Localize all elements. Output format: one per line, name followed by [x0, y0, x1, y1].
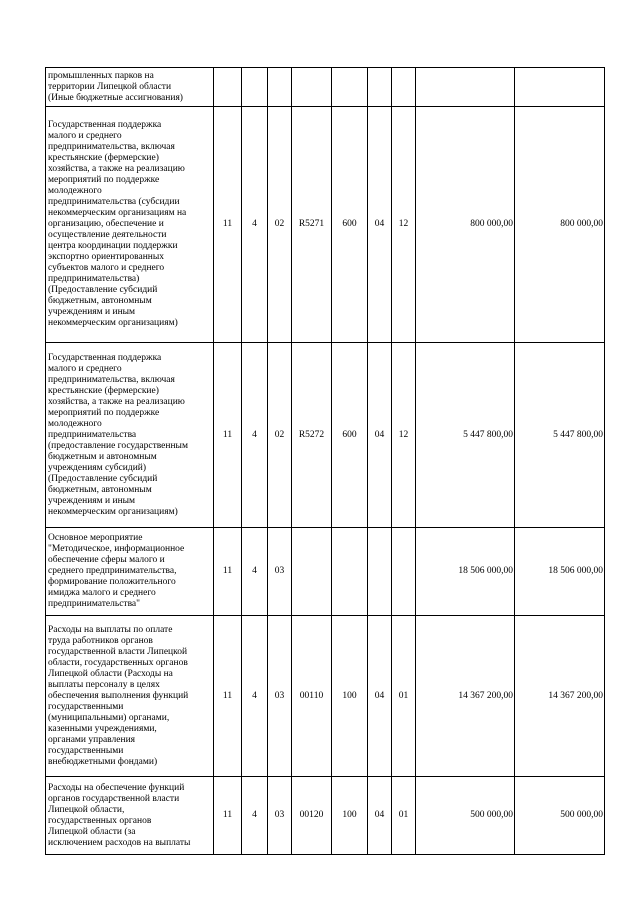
table-body — [46, 68, 605, 855]
amount-cell-1 — [416, 68, 515, 107]
code-cell-7: 01 — [392, 616, 416, 777]
code-cell-3: 03 — [268, 528, 292, 616]
code-cell-1: 11 — [214, 616, 242, 777]
code-cell-6: 04 — [368, 107, 392, 343]
amount-cell-1: 18 506 000,00 — [416, 528, 515, 616]
code-cell-6: 04 — [368, 777, 392, 855]
amount-cell-1: 800 000,00 — [416, 107, 515, 343]
code-cell-1 — [214, 68, 242, 107]
code-cell-1: 11 — [214, 528, 242, 616]
code-cell-7: 12 — [392, 107, 416, 343]
amount-cell-2: 5 447 800,00 — [515, 343, 605, 528]
code-cell-2 — [242, 68, 268, 107]
table-row — [46, 68, 605, 107]
code-cell-6: 04 — [368, 616, 392, 777]
code-cell-4 — [292, 528, 332, 616]
code-cell-7 — [392, 68, 416, 107]
code-cell-4: 00110 — [292, 616, 332, 777]
code-cell-4: 00120 — [292, 777, 332, 855]
code-cell-4 — [292, 68, 332, 107]
code-cell-3: 02 — [268, 343, 292, 528]
amount-cell-1: 5 447 800,00 — [416, 343, 515, 528]
code-cell-2: 4 — [242, 777, 268, 855]
code-cell-3: 03 — [268, 777, 292, 855]
amount-cell-2 — [515, 68, 605, 107]
code-cell-7 — [392, 528, 416, 616]
code-cell-5: 100 — [332, 777, 368, 855]
table-row — [46, 343, 605, 528]
code-cell-2: 4 — [242, 343, 268, 528]
row-name-cell: промышленных парков на территории Липецкой области (Иные бюджетные ассигнования) — [46, 68, 214, 107]
code-cell-5: 600 — [332, 343, 368, 528]
code-cell-3 — [268, 68, 292, 107]
code-cell-4: R5272 — [292, 343, 332, 528]
code-cell-1: 11 — [214, 777, 242, 855]
row-name-cell: Основное мероприятие "Методическое, информационное обеспечение сферы малого и среднего предпринимательства, формирование положительного имиджа малого и среднего предпринимательства" — [46, 528, 214, 616]
code-cell-7: 12 — [392, 343, 416, 528]
code-cell-1: 11 — [214, 107, 242, 343]
table-row — [46, 777, 605, 855]
budget-table — [45, 67, 605, 855]
amount-cell-2: 18 506 000,00 — [515, 528, 605, 616]
code-cell-2: 4 — [242, 528, 268, 616]
code-cell-5: 600 — [332, 107, 368, 343]
table-row — [46, 616, 605, 777]
code-cell-6: 04 — [368, 343, 392, 528]
code-cell-6 — [368, 68, 392, 107]
amount-cell-1: 500 000,00 — [416, 777, 515, 855]
code-cell-4: R5271 — [292, 107, 332, 343]
code-cell-6 — [368, 528, 392, 616]
row-name-cell: Государственная поддержка малого и среднего предпринимательства, включая крестьянские (фермерские) хозяйства, а также на реализацию мероприятий по поддержке молодежного предпринимательства (субсидии некоммерческим организациям на организацию, обеспечение и осуществление деятельности центра координации поддержки экспортно ориентированных субъектов малого и среднего предпринимательства) (Предоставление субсидий бюджетным, автономным учреждениям и иным некоммерческим организациям) — [46, 107, 214, 343]
table-row — [46, 107, 605, 343]
amount-cell-2: 500 000,00 — [515, 777, 605, 855]
code-cell-7: 01 — [392, 777, 416, 855]
code-cell-2: 4 — [242, 616, 268, 777]
amount-cell-2: 14 367 200,00 — [515, 616, 605, 777]
row-name-cell: Государственная поддержка малого и среднего предпринимательства, включая крестьянские (фермерские) хозяйства, а также на реализацию мероприятий по поддержке молодежного предпринимательства (предоставление государственным бюджетным и автономным учреждениям субсидий) (Предоставление субсидий бюджетным, автономным учреждениям и иным некоммерческим организациям) — [46, 343, 214, 528]
code-cell-3: 03 — [268, 616, 292, 777]
table-row — [46, 528, 605, 616]
code-cell-5 — [332, 528, 368, 616]
code-cell-5 — [332, 68, 368, 107]
code-cell-1: 11 — [214, 343, 242, 528]
row-name-cell: Расходы на выплаты по оплате труда работников органов государственной власти Липецкой области, государственных органов Липецкой области (Расходы на выплаты персоналу в целях обеспечения выполнения функций государственными (муниципальными) органами, казенными учреждениями, органами управления государственными внебюджетными фондами) — [46, 616, 214, 777]
row-name-cell: Расходы на обеспечение функций органов государственной власти Липецкой области, государственных органов Липецкой области (за исключением расходов на выплаты — [46, 777, 214, 855]
code-cell-2: 4 — [242, 107, 268, 343]
amount-cell-2: 800 000,00 — [515, 107, 605, 343]
code-cell-5: 100 — [332, 616, 368, 777]
code-cell-3: 02 — [268, 107, 292, 343]
amount-cell-1: 14 367 200,00 — [416, 616, 515, 777]
